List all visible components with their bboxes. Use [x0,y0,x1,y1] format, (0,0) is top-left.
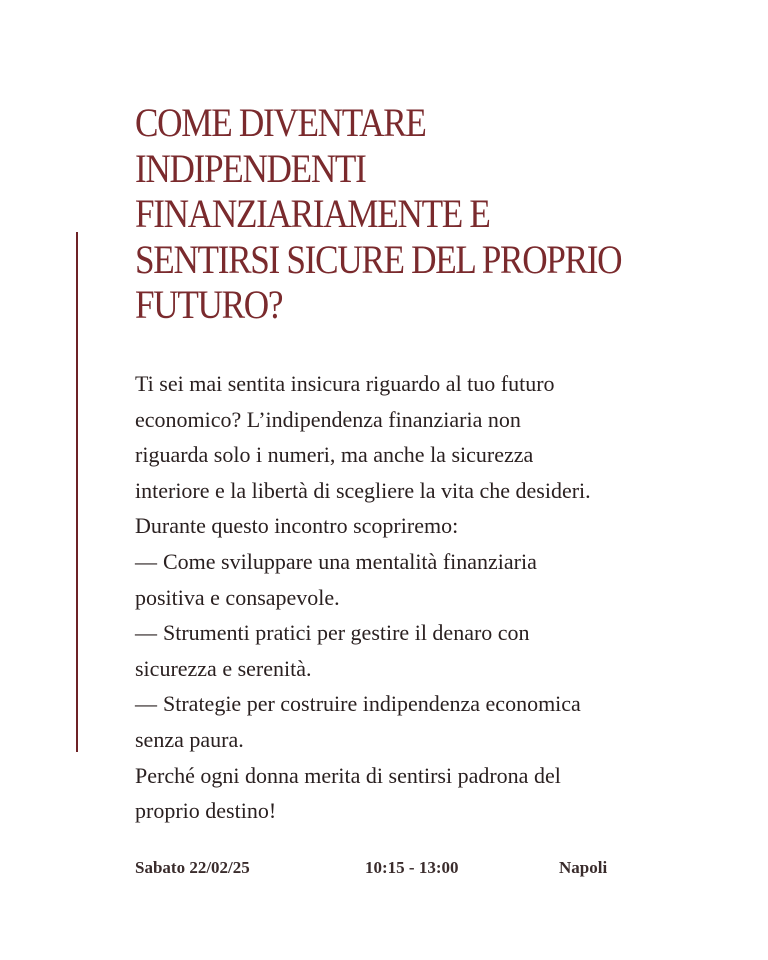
bullet-item [135,686,735,722]
title-line: INDIPENDENTI [135,145,366,191]
bullet-continuation: sicurezza e serenità. [135,655,312,681]
bullet-text: Strategie per costruire indipendenza economica [163,691,581,717]
bullet-item [135,615,735,651]
title-line: SENTIRSI SICURE DEL PROPRIO [135,236,622,282]
dash-marker: — [135,691,157,717]
intro-line: economico? L’indipendenza finanziaria non [135,406,521,432]
event-location: Napoli [559,858,608,877]
body-text [135,366,735,829]
title-line: COME DIVENTARE [135,100,426,145]
page-title [135,100,663,328]
dash-marker: — [135,548,157,574]
accent-line [76,232,78,752]
bullet-text: Come sviluppare una mentalità finanziaria [163,548,537,574]
intro-line: Durante questo incontro scopriremo: [135,513,459,539]
title-line: FUTURO? [135,282,283,327]
intro-line: riguarda solo i numeri, ma anche la sicurezza [135,442,534,468]
bullet-continuation: senza paura. [135,726,244,752]
bullet-item [135,544,735,580]
intro-line: Ti sei mai sentita insicura riguardo al tuo futuro [135,371,555,396]
closing-line: proprio destino! [135,798,277,824]
intro-line: interiore e la libertà di scegliere la vita che desideri. [135,477,591,503]
bullet-text: Strumenti pratici per gestire il denaro con [163,620,530,646]
closing-line: Perché ogni donna merita di sentirsi padrona del [135,762,561,788]
event-time: 10:15 - 13:00 [365,858,459,877]
title-line: FINANZIARIAMENTE E [135,191,490,236]
bullet-continuation: positiva e consapevole. [135,584,340,610]
dash-marker: — [135,620,157,646]
event-footer [135,858,635,886]
event-date: Sabato 22/02/25 [135,858,250,877]
